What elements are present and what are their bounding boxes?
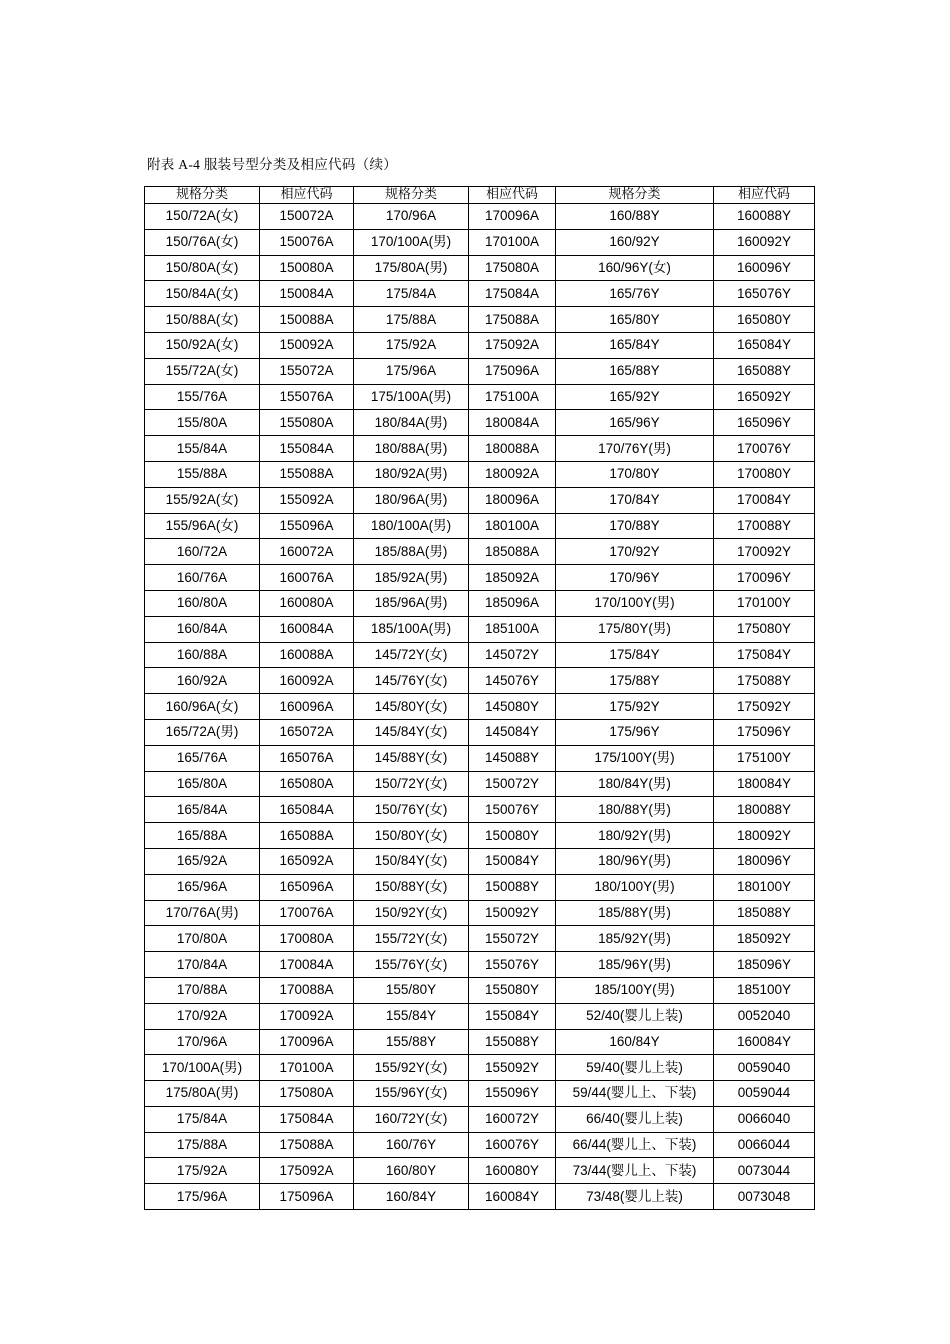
spec-cell: 145/88Y(女): [354, 745, 469, 771]
table-row: [145, 797, 815, 823]
spec-cell: 155/72Y(女): [354, 926, 469, 952]
code-cell: 165096Y: [714, 410, 815, 436]
spec-cell: 150/92A(女): [145, 332, 260, 358]
spec-cell: 155/80Y: [354, 977, 469, 1003]
code-cell: 160076A: [260, 565, 354, 591]
spec-cell: 185/88A(男): [354, 539, 469, 565]
code-cell: 150088Y: [469, 874, 556, 900]
spec-cell: 155/96Y(女): [354, 1081, 469, 1107]
code-cell: 175080A: [260, 1081, 354, 1107]
spec-cell: 150/88A(女): [145, 307, 260, 333]
spec-cell: 180/92Y(男): [556, 823, 714, 849]
spec-cell: 170/100A(男): [354, 229, 469, 255]
spec-cell: 160/80A: [145, 590, 260, 616]
code-cell: 150092A: [260, 332, 354, 358]
spec-cell: 165/88Y: [556, 358, 714, 384]
header-row: [145, 187, 815, 204]
code-cell: 165076Y: [714, 281, 815, 307]
table-row: [145, 952, 815, 978]
code-cell: 175088Y: [714, 668, 815, 694]
code-cell: 155092A: [260, 487, 354, 513]
code-cell: 170076Y: [714, 436, 815, 462]
spec-cell: 185/96A(男): [354, 590, 469, 616]
code-cell: 155072Y: [469, 926, 556, 952]
spec-cell: 180/92A(男): [354, 461, 469, 487]
code-cell: 155072A: [260, 358, 354, 384]
code-cell: 170080A: [260, 926, 354, 952]
table-row: [145, 771, 815, 797]
code-cell: 175084A: [469, 281, 556, 307]
table-row: [145, 229, 815, 255]
code-cell: 170096A: [469, 204, 556, 230]
spec-cell: 175/88Y: [556, 668, 714, 694]
spec-cell: 160/76Y: [354, 1132, 469, 1158]
code-cell: 185092Y: [714, 926, 815, 952]
table-row: [145, 874, 815, 900]
table-row: [145, 358, 815, 384]
table-row: [145, 410, 815, 436]
code-cell: 180096Y: [714, 848, 815, 874]
spec-cell: 155/96A(女): [145, 513, 260, 539]
spec-cell: 180/100Y(男): [556, 874, 714, 900]
code-cell: 165092Y: [714, 384, 815, 410]
spec-cell: 170/88A: [145, 977, 260, 1003]
code-cell: 175092Y: [714, 694, 815, 720]
code-cell: 160084Y: [469, 1184, 556, 1210]
code-cell: 175084Y: [714, 642, 815, 668]
spec-cell: 160/88A: [145, 642, 260, 668]
code-cell: 170092Y: [714, 539, 815, 565]
code-cell: 160088A: [260, 642, 354, 668]
spec-cell: 170/92A: [145, 1003, 260, 1029]
table-row: [145, 332, 815, 358]
code-cell: 165076A: [260, 745, 354, 771]
code-cell: 180088A: [469, 436, 556, 462]
spec-cell: 180/88A(男): [354, 436, 469, 462]
spec-cell: 170/76A(男): [145, 900, 260, 926]
spec-cell: 155/72A(女): [145, 358, 260, 384]
spec-cell: 155/76Y(女): [354, 952, 469, 978]
table-row: [145, 926, 815, 952]
table-row: [145, 616, 815, 642]
spec-cell: 155/88Y: [354, 1029, 469, 1055]
spec-cell: 165/80A: [145, 771, 260, 797]
code-cell: 170100A: [469, 229, 556, 255]
code-cell: 165092A: [260, 848, 354, 874]
spec-cell: 150/76Y(女): [354, 797, 469, 823]
table-row: [145, 694, 815, 720]
spec-cell: 165/72A(男): [145, 719, 260, 745]
spec-cell: 165/92Y: [556, 384, 714, 410]
header-spec-1: 规格分类: [145, 187, 260, 204]
table-caption: 附表 A-4 服装号型分类及相应代码（续）: [147, 157, 398, 172]
code-cell: 175080Y: [714, 616, 815, 642]
code-cell: 155088A: [260, 461, 354, 487]
spec-cell: 160/84Y: [556, 1029, 714, 1055]
spec-cell: 150/80A(女): [145, 255, 260, 281]
spec-cell: 175/80Y(男): [556, 616, 714, 642]
spec-cell: 155/80A: [145, 410, 260, 436]
spec-cell: 150/84Y(女): [354, 848, 469, 874]
spec-cell: 185/96Y(男): [556, 952, 714, 978]
code-cell: 170100Y: [714, 590, 815, 616]
spec-cell: 165/84A: [145, 797, 260, 823]
spec-cell: 150/80Y(女): [354, 823, 469, 849]
code-cell: 170080Y: [714, 461, 815, 487]
code-cell: 165080A: [260, 771, 354, 797]
code-cell: 185100Y: [714, 977, 815, 1003]
table-row: [145, 590, 815, 616]
spec-cell: 160/92A: [145, 668, 260, 694]
code-cell: 165088A: [260, 823, 354, 849]
spec-cell: 150/84A(女): [145, 281, 260, 307]
spec-cell: 145/76Y(女): [354, 668, 469, 694]
code-cell: 185096A: [469, 590, 556, 616]
code-cell: 155076A: [260, 384, 354, 410]
table-row: [145, 1003, 815, 1029]
spec-cell: 155/84A: [145, 436, 260, 462]
code-cell: 160096A: [260, 694, 354, 720]
table-row: [145, 900, 815, 926]
code-cell: 145076Y: [469, 668, 556, 694]
code-cell: 0073044: [714, 1158, 815, 1184]
code-cell: 170084A: [260, 952, 354, 978]
code-cell: 160072A: [260, 539, 354, 565]
spec-cell: 52/40(婴儿上装): [556, 1003, 714, 1029]
header-code-1: 相应代码: [260, 187, 354, 204]
code-cell: 0066044: [714, 1132, 815, 1158]
code-cell: 155076Y: [469, 952, 556, 978]
spec-cell: 59/44(婴儿上、下装): [556, 1081, 714, 1107]
table-row: [145, 281, 815, 307]
spec-cell: 160/84Y: [354, 1184, 469, 1210]
spec-cell: 155/92Y(女): [354, 1055, 469, 1081]
table-row: [145, 1106, 815, 1132]
table-row: [145, 823, 815, 849]
spec-cell: 185/92A(男): [354, 565, 469, 591]
spec-cell: 165/76A: [145, 745, 260, 771]
spec-cell: 59/40(婴儿上装): [556, 1055, 714, 1081]
spec-cell: 170/88Y: [556, 513, 714, 539]
code-cell: 150076Y: [469, 797, 556, 823]
spec-cell: 170/80A: [145, 926, 260, 952]
code-cell: 180092Y: [714, 823, 815, 849]
code-cell: 160084Y: [714, 1029, 815, 1055]
spec-cell: 175/84Y: [556, 642, 714, 668]
spec-cell: 165/88A: [145, 823, 260, 849]
code-cell: 160080A: [260, 590, 354, 616]
code-cell: 185088A: [469, 539, 556, 565]
code-cell: 155092Y: [469, 1055, 556, 1081]
code-cell: 175096Y: [714, 719, 815, 745]
spec-cell: 155/76A: [145, 384, 260, 410]
spec-cell: 170/84Y: [556, 487, 714, 513]
code-cell: 180096A: [469, 487, 556, 513]
spec-cell: 175/88A: [354, 307, 469, 333]
code-cell: 155084Y: [469, 1003, 556, 1029]
code-cell: 165084Y: [714, 332, 815, 358]
spec-cell: 165/80Y: [556, 307, 714, 333]
spec-cell: 175/100A(男): [354, 384, 469, 410]
spec-cell: 165/76Y: [556, 281, 714, 307]
code-cell: 155088Y: [469, 1029, 556, 1055]
code-cell: 170100A: [260, 1055, 354, 1081]
spec-cell: 150/76A(女): [145, 229, 260, 255]
code-cell: 175088A: [260, 1132, 354, 1158]
table-row: [145, 513, 815, 539]
table-row: [145, 204, 815, 230]
table-row: [145, 384, 815, 410]
table-row: [145, 848, 815, 874]
code-cell: 155084A: [260, 436, 354, 462]
spec-cell: 180/100A(男): [354, 513, 469, 539]
spec-cell: 66/44(婴儿上、下装): [556, 1132, 714, 1158]
code-cell: 170076A: [260, 900, 354, 926]
spec-cell: 165/96Y: [556, 410, 714, 436]
code-cell: 175092A: [469, 332, 556, 358]
spec-cell: 175/96A: [354, 358, 469, 384]
code-cell: 145080Y: [469, 694, 556, 720]
code-cell: 150092Y: [469, 900, 556, 926]
spec-cell: 73/48(婴儿上装): [556, 1184, 714, 1210]
code-cell: 160092Y: [714, 229, 815, 255]
table-row: [145, 1081, 815, 1107]
code-cell: 175084A: [260, 1106, 354, 1132]
code-cell: 180100Y: [714, 874, 815, 900]
spec-cell: 73/44(婴儿上、下装): [556, 1158, 714, 1184]
code-cell: 180100A: [469, 513, 556, 539]
header-code-2: 相应代码: [469, 187, 556, 204]
spec-cell: 170/80Y: [556, 461, 714, 487]
code-cell: 170088A: [260, 977, 354, 1003]
code-cell: 155096Y: [469, 1081, 556, 1107]
code-cell: 170088Y: [714, 513, 815, 539]
table-row: [145, 307, 815, 333]
code-cell: 160088Y: [714, 204, 815, 230]
table-row: [145, 1184, 815, 1210]
code-cell: 165088Y: [714, 358, 815, 384]
code-cell: 175092A: [260, 1158, 354, 1184]
spec-cell: 170/92Y: [556, 539, 714, 565]
code-cell: 150088A: [260, 307, 354, 333]
code-cell: 170084Y: [714, 487, 815, 513]
spec-cell: 170/84A: [145, 952, 260, 978]
code-cell: 160076Y: [469, 1132, 556, 1158]
code-cell: 175096A: [260, 1184, 354, 1210]
code-cell: 175088A: [469, 307, 556, 333]
spec-cell: 185/92Y(男): [556, 926, 714, 952]
code-cell: 175100Y: [714, 745, 815, 771]
code-cell: 145072Y: [469, 642, 556, 668]
table-row: [145, 1158, 815, 1184]
spec-cell: 160/84A: [145, 616, 260, 642]
code-cell: 165084A: [260, 797, 354, 823]
spec-cell: 180/84Y(男): [556, 771, 714, 797]
spec-cell: 185/100Y(男): [556, 977, 714, 1003]
spec-cell: 150/72A(女): [145, 204, 260, 230]
code-cell: 0059044: [714, 1081, 815, 1107]
code-cell: 185096Y: [714, 952, 815, 978]
code-cell: 160072Y: [469, 1106, 556, 1132]
code-cell: 155096A: [260, 513, 354, 539]
spec-cell: 170/76Y(男): [556, 436, 714, 462]
spec-cell: 145/84Y(女): [354, 719, 469, 745]
code-cell: 180084A: [469, 410, 556, 436]
spec-cell: 170/100A(男): [145, 1055, 260, 1081]
spec-cell: 175/92Y: [556, 694, 714, 720]
code-cell: 185100A: [469, 616, 556, 642]
spec-cell: 165/92A: [145, 848, 260, 874]
spec-cell: 175/84A: [145, 1106, 260, 1132]
table-row: [145, 668, 815, 694]
code-cell: 150080Y: [469, 823, 556, 849]
spec-cell: 180/96Y(男): [556, 848, 714, 874]
spec-cell: 175/92A: [354, 332, 469, 358]
spec-cell: 175/100Y(男): [556, 745, 714, 771]
spec-cell: 165/96A: [145, 874, 260, 900]
table-row: [145, 461, 815, 487]
spec-cell: 175/88A: [145, 1132, 260, 1158]
code-cell: 145088Y: [469, 745, 556, 771]
code-cell: 180088Y: [714, 797, 815, 823]
code-cell: 175100A: [469, 384, 556, 410]
spec-cell: 155/92A(女): [145, 487, 260, 513]
spec-cell: 145/72Y(女): [354, 642, 469, 668]
header-spec-3: 规格分类: [556, 187, 714, 204]
table-row: [145, 1055, 815, 1081]
code-cell: 180084Y: [714, 771, 815, 797]
code-cell: 160096Y: [714, 255, 815, 281]
spec-cell: 145/80Y(女): [354, 694, 469, 720]
code-cell: 175096A: [469, 358, 556, 384]
table-row: [145, 977, 815, 1003]
spec-cell: 155/84Y: [354, 1003, 469, 1029]
table-row: [145, 565, 815, 591]
code-cell: 150076A: [260, 229, 354, 255]
spec-cell: 160/88Y: [556, 204, 714, 230]
code-cell: 165080Y: [714, 307, 815, 333]
spec-cell: 160/80Y: [354, 1158, 469, 1184]
table-row: [145, 487, 815, 513]
code-cell: 155080Y: [469, 977, 556, 1003]
spec-cell: 160/76A: [145, 565, 260, 591]
code-cell: 170096Y: [714, 565, 815, 591]
code-cell: 145084Y: [469, 719, 556, 745]
spec-cell: 160/72A: [145, 539, 260, 565]
table-row: [145, 255, 815, 281]
header-spec-2: 规格分类: [354, 187, 469, 204]
spec-cell: 175/84A: [354, 281, 469, 307]
code-cell: 160092A: [260, 668, 354, 694]
code-cell: 0073048: [714, 1184, 815, 1210]
spec-cell: 175/96Y: [556, 719, 714, 745]
spec-cell: 185/100A(男): [354, 616, 469, 642]
spec-cell: 175/80A(男): [354, 255, 469, 281]
code-cell: 170092A: [260, 1003, 354, 1029]
table-body: [145, 204, 815, 1210]
spec-cell: 175/96A: [145, 1184, 260, 1210]
code-cell: 185088Y: [714, 900, 815, 926]
spec-cell: 66/40(婴儿上装): [556, 1106, 714, 1132]
spec-cell: 155/88A: [145, 461, 260, 487]
table-row: [145, 642, 815, 668]
spec-cell: 180/84A(男): [354, 410, 469, 436]
spec-cell: 150/92Y(女): [354, 900, 469, 926]
spec-cell: 175/92A: [145, 1158, 260, 1184]
spec-cell: 150/72Y(女): [354, 771, 469, 797]
spec-cell: 160/96Y(女): [556, 255, 714, 281]
code-cell: 165072A: [260, 719, 354, 745]
table-row: [145, 436, 815, 462]
code-cell: 150084Y: [469, 848, 556, 874]
table-row: [145, 1132, 815, 1158]
table-row: [145, 719, 815, 745]
spec-cell: 160/96A(女): [145, 694, 260, 720]
header-code-3: 相应代码: [714, 187, 815, 204]
spec-cell: 180/88Y(男): [556, 797, 714, 823]
code-cell: 0059040: [714, 1055, 815, 1081]
code-cell: 150072A: [260, 204, 354, 230]
spec-cell: 160/72Y(女): [354, 1106, 469, 1132]
code-cell: 160084A: [260, 616, 354, 642]
spec-cell: 175/80A(男): [145, 1081, 260, 1107]
spec-cell: 170/96A: [145, 1029, 260, 1055]
table-row: [145, 745, 815, 771]
code-cell: 0052040: [714, 1003, 815, 1029]
spec-cell: 180/96A(男): [354, 487, 469, 513]
code-cell: 150084A: [260, 281, 354, 307]
code-cell: 160080Y: [469, 1158, 556, 1184]
code-cell: 155080A: [260, 410, 354, 436]
code-cell: 150072Y: [469, 771, 556, 797]
spec-cell: 160/92Y: [556, 229, 714, 255]
code-cell: 165096A: [260, 874, 354, 900]
code-cell: 0066040: [714, 1106, 815, 1132]
size-code-table: [144, 186, 815, 1210]
code-cell: 150080A: [260, 255, 354, 281]
spec-cell: 170/96Y: [556, 565, 714, 591]
code-cell: 170096A: [260, 1029, 354, 1055]
spec-cell: 170/100Y(男): [556, 590, 714, 616]
code-cell: 180092A: [469, 461, 556, 487]
spec-cell: 165/84Y: [556, 332, 714, 358]
code-cell: 185092A: [469, 565, 556, 591]
table-row: [145, 1029, 815, 1055]
table-row: [145, 539, 815, 565]
code-cell: 175080A: [469, 255, 556, 281]
spec-cell: 150/88Y(女): [354, 874, 469, 900]
spec-cell: 185/88Y(男): [556, 900, 714, 926]
spec-cell: 170/96A: [354, 204, 469, 230]
